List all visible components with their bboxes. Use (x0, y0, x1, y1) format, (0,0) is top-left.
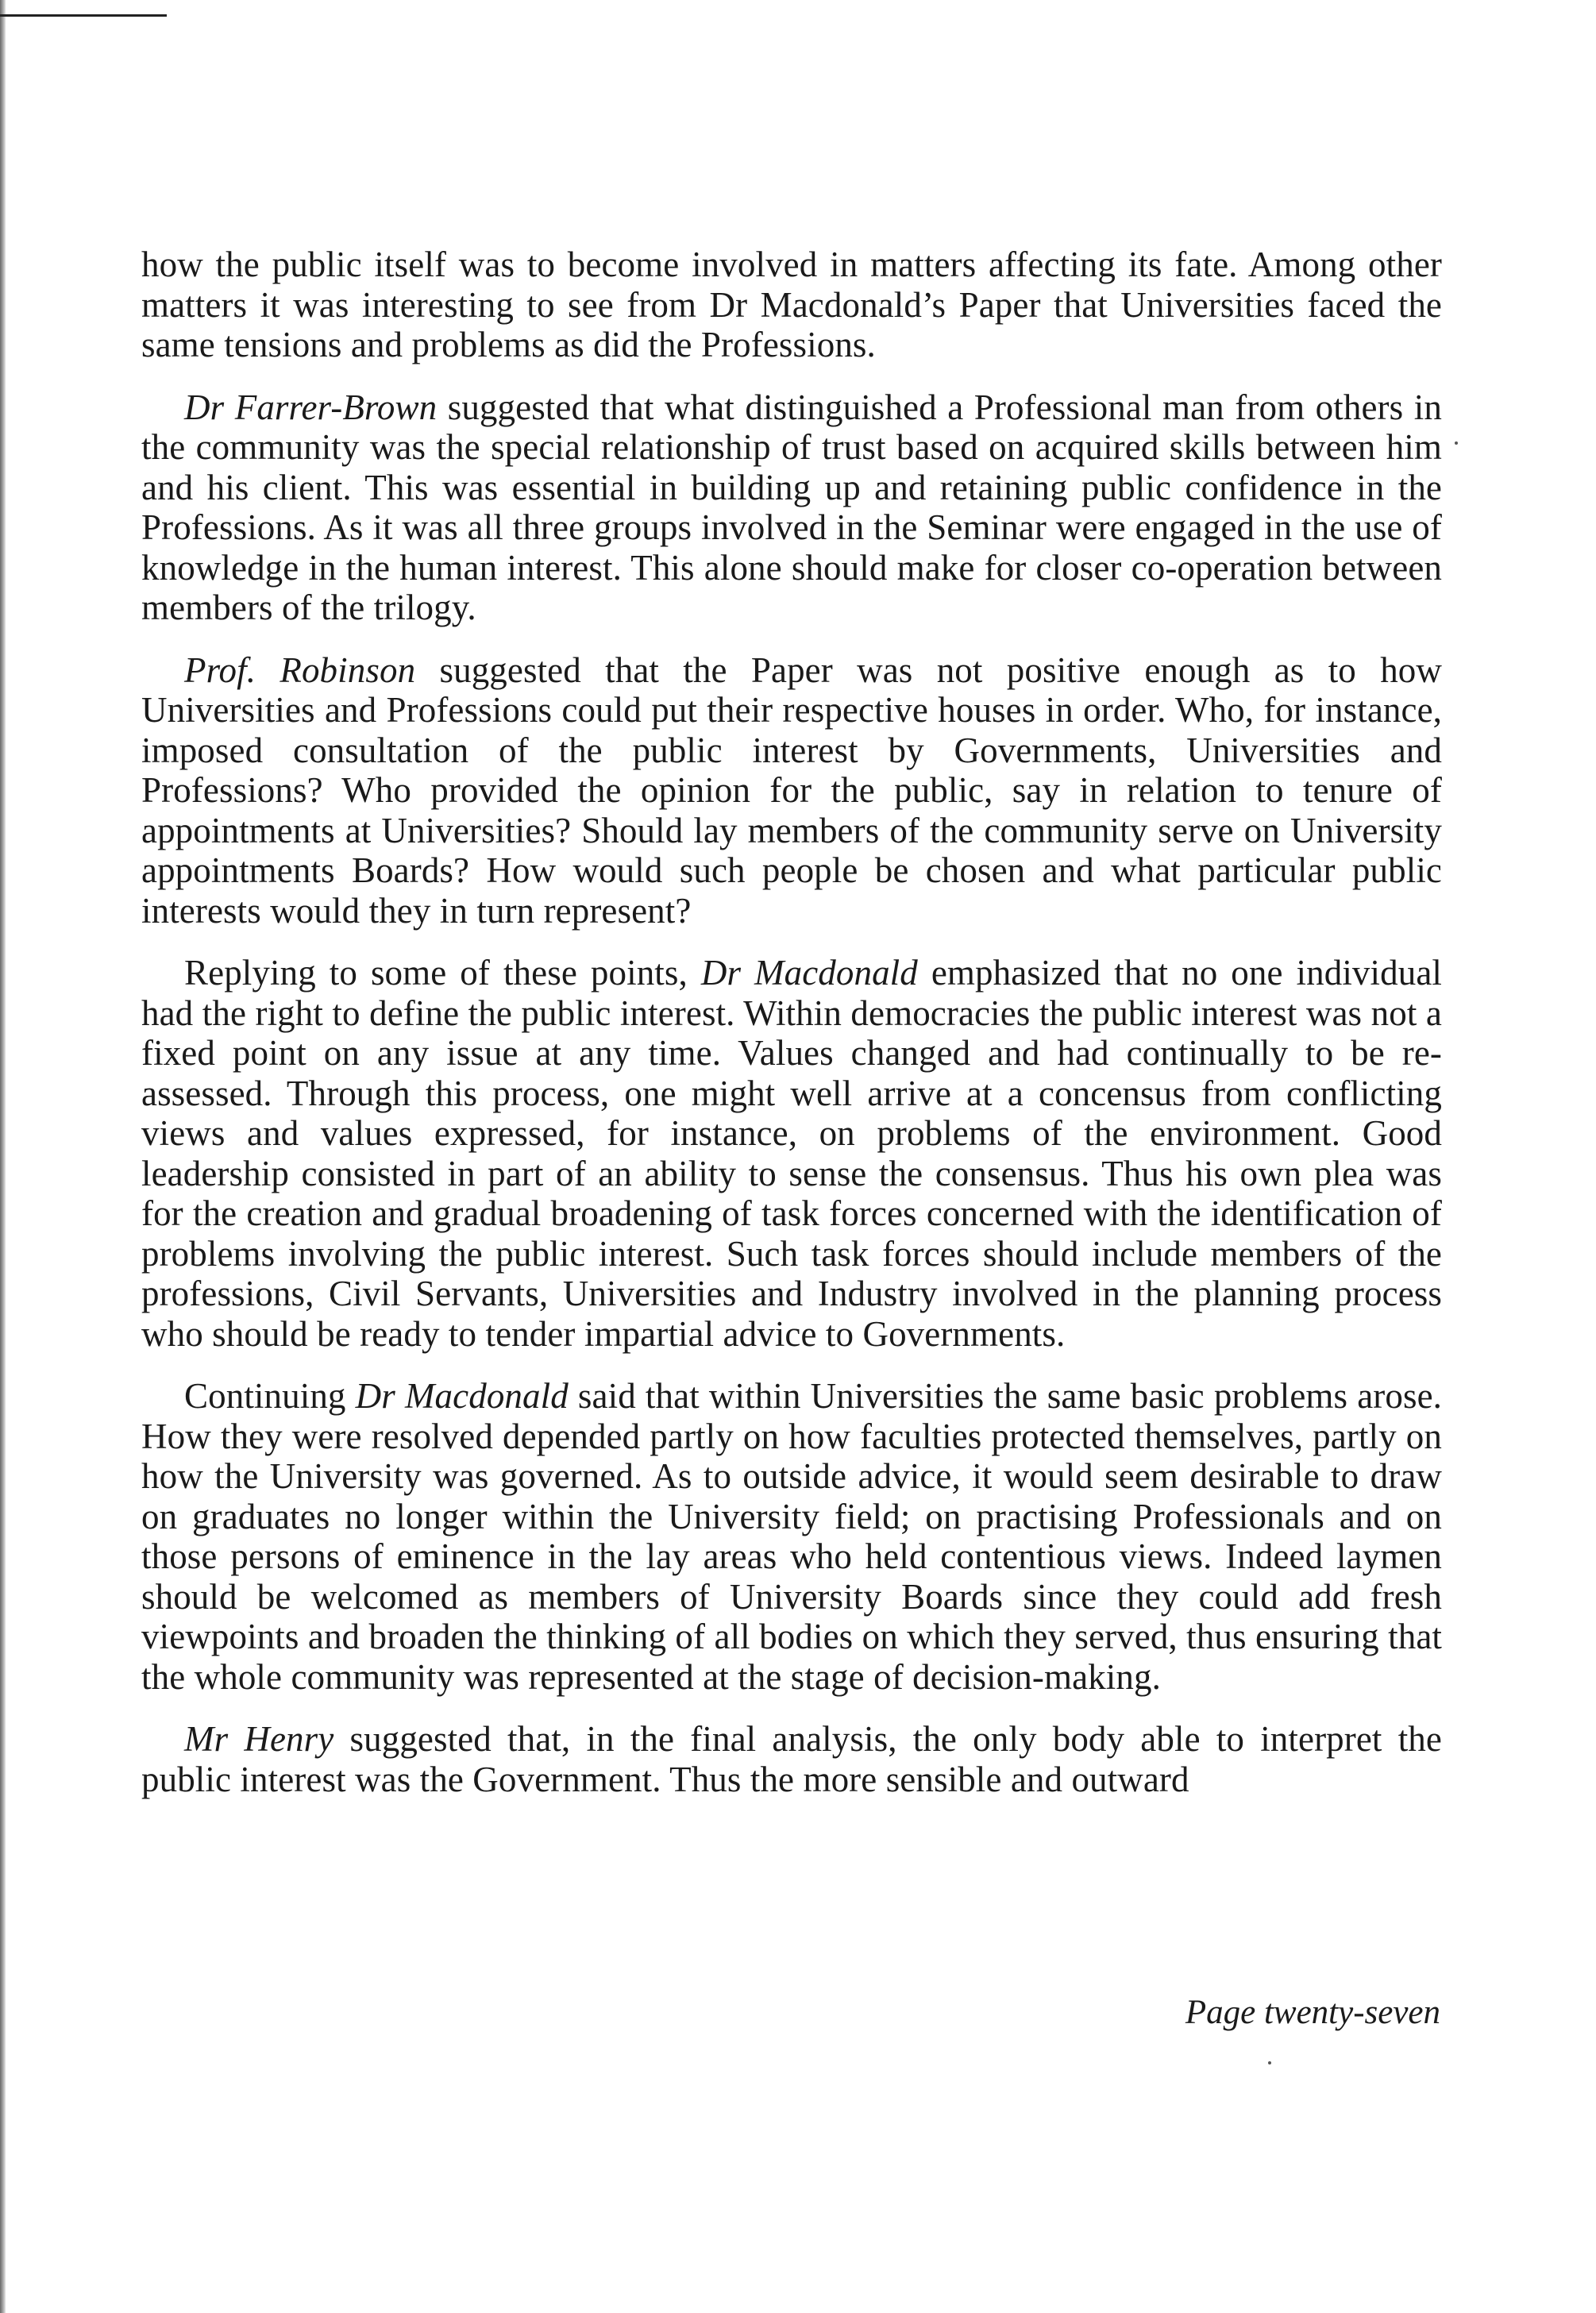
paragraph-text: emphasized that no one individual had the right to define the public interest. Within democracies the public interest was not a fixed point on any issue at any time. Values changed and had continually to be re-assessed. Through this process, one might well arrive at a concensus from conflicting views and values expressed, for instance, on problems of the environment. Good leadership consisted in part of an ability to sense the consensus. Thus his own plea was for the creation and gradual broadening of task forces concerned with the identification of problems involving the public interest. Such task forces should include members of the professions, Civil Servants, Universities and Industry involved in the planning process who should be ready to tender impartial advice to Governments. (141, 953, 1442, 1354)
paragraph (141, 650, 1442, 931)
paragraph (141, 953, 1442, 1354)
paragraph-text: suggested that, in the final analysis, the only body able to interpret the public interest was the Government. Thus the more sensible and outward (141, 1719, 1442, 1799)
paragraph (141, 245, 1442, 365)
page-number: Page twenty-seven (1185, 1994, 1440, 2031)
scan-speck (1268, 2061, 1271, 2064)
scan-left-edge (0, 0, 6, 2313)
paragraph-text: how the public itself was to become involved in matters affecting its fate. Among other matters it was interesting to see from Dr Macdonald’s Paper that Universities faced the same tensions and problems as did the Professions. (141, 245, 1442, 364)
paragraph-text: suggested that what distinguished a Professional man from others in the community was the special relationship of trust based on acquired skills between him and his client. This was essential in building up and retaining public confidence in the Professions. As it was all three groups involved in the Seminar were engaged in the use of knowledge in the human interest. This alone should make for closer co-operation between members of the trilogy. (141, 387, 1442, 627)
paragraph-text: suggested that the Paper was not positive enough as to how Universities and Professions could put their respective houses in order. Who, for instance, imposed consultation of the public interest by Governments, Universities and Professions? Who provided the opinion for the public, say in relation to tenure of appointments at Universities? Should lay members of the community serve on University appointments Boards? How would such people be chosen and what particular public interests would they in turn represent? (141, 650, 1442, 931)
paragraph (141, 1719, 1442, 1799)
paragraph-lead: Continuing (184, 1376, 356, 1416)
scan-speck (1455, 441, 1458, 445)
speaker-name: Dr Macdonald (355, 1376, 569, 1416)
speaker-name: Dr Macdonald (700, 953, 918, 993)
top-rule (0, 14, 167, 17)
paragraph-lead: Replying to some of these points, (184, 953, 701, 993)
paragraph-text: said that within Universities the same basic problems arose. How they were resolved depended partly on how faculties protected themselves, partly on how the University was governed. As to outside advice, it would seem desirable to draw on graduates no longer within the University field; on practising Professionals and on those persons of eminence in the lay areas who held contentious views. Indeed laymen should be welcomed as members of University Boards since they could add fresh viewpoints and broaden the thinking of all bodies on which they served, thus ensuring that the whole community was represented at the stage of decision-making. (141, 1376, 1443, 1697)
speaker-name: Mr Henry (184, 1719, 334, 1759)
paragraph (141, 1376, 1442, 1697)
paragraph (141, 387, 1442, 628)
speaker-name: Dr Farrer-Brown (184, 387, 438, 427)
body-text (141, 245, 1442, 1821)
speaker-name: Prof. Robinson (184, 650, 416, 690)
